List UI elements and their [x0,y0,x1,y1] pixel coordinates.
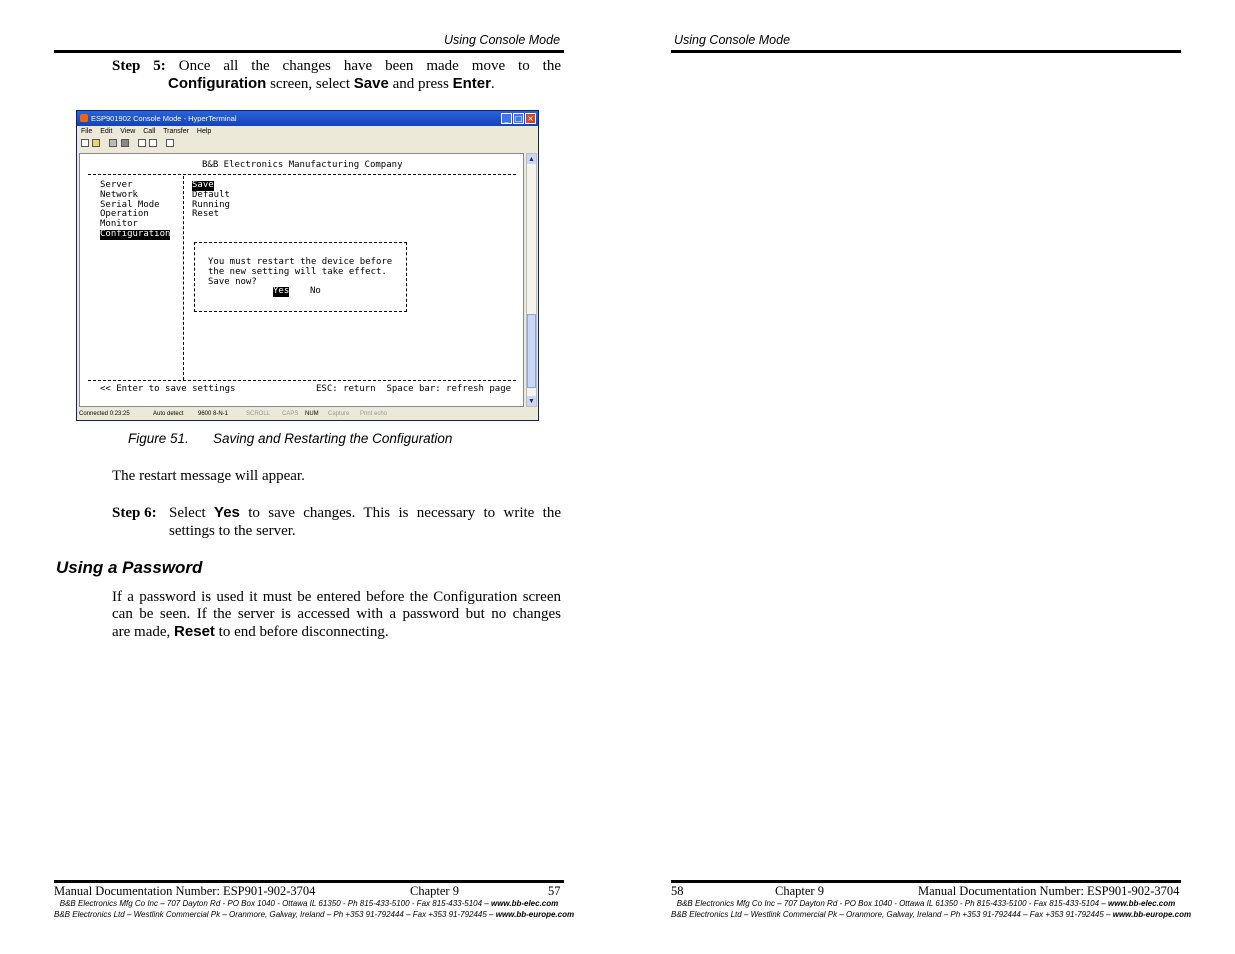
left-footer-chapter: Chapter 9 [410,884,459,898]
menu-server: Server [100,180,133,190]
maximize-icon[interactable]: □ [514,114,523,123]
scroll-thumb[interactable] [527,314,536,388]
step5-text-a: Once all the changes have been made move to the [178,58,561,74]
dialog-no: No [310,286,321,297]
password-text-b: to end before disconnecting. [214,624,389,640]
terminal-footer-left: << Enter to save settings [100,384,236,394]
status-scroll: SCROLL [246,411,271,417]
option-default: Default [192,189,230,200]
right-footer-page: 58 [671,884,684,898]
menu-help[interactable]: Help [196,128,212,135]
left-footer-us-web: www.bb-elec.com [490,899,559,908]
hyperterminal-icon [80,114,88,122]
status-capture: Capture [328,411,350,417]
right-footer-us-web: www.bb-elec.com [1107,899,1176,908]
left-footer-doc: Manual Documentation Number: ESP901-902-3704 [54,884,316,898]
step5-text-d: . [490,76,495,92]
figure-caption: Saving and Restarting the Configuration [213,431,453,446]
window-title: ESP901902 Console Mode - HyperTerminal [91,114,237,123]
step5-label: Step 5: [112,58,166,74]
left-footer-eu-web: www.bb-europe.com [495,910,575,919]
new-icon[interactable] [81,139,89,147]
scroll-down-icon[interactable]: ▼ [528,397,535,405]
right-header-rule [671,50,1181,53]
step5-text-c: and press [388,76,453,92]
step6-line1 [169,504,561,522]
restart-message: The restart message will appear. [112,468,305,484]
left-header-rule [54,50,564,53]
step5-save: Save [353,75,389,92]
figure-number: Figure 51. [128,431,189,446]
terminal-rule-bottom [88,380,516,381]
right-footer-eu-web: www.bb-europe.com [1112,910,1192,919]
step5-text-b: screen, select [266,76,354,92]
password-line2: can be seen. If the server is accessed with a password but no changes [112,606,561,622]
section-title: Using a Password [56,558,203,577]
toolbar [77,137,538,151]
menu-monitor: Monitor [100,219,138,230]
left-footer-us-text: B&B Electronics Mfg Co Inc – 707 Dayton Rd - PO Box 1040 - Ottawa IL 61350 - Ph 815-433-5100 - Fax 815-433-5104 – [59,899,491,908]
terminal-divider [183,176,184,380]
terminal-scrollbar[interactable] [526,153,537,407]
step5-enter: Enter [452,75,491,92]
right-footer-eu-text: B&B Electronics Ltd – Westlink Commercial Pk – Oranmore, Galway, Ireland – Ph +353 91-792444 – Fax +353 91-792445 – [671,910,1113,919]
menu-configuration: Configuration [100,229,171,239]
menu-edit[interactable]: Edit [100,128,113,135]
terminal-footer-right: ESC: return Space bar: refresh page [316,384,512,394]
window-titlebar [77,111,538,126]
left-footer-eu [54,910,575,919]
password-line1: If a password is used it must be entered before the Configuration screen [112,589,561,605]
step6-text-a: Select [169,505,215,521]
status-echo: Print echo [360,411,388,417]
step6-label: Step 6: [112,505,157,521]
step6-line2: settings to the server. [169,523,296,539]
left-footer-eu-text: B&B Electronics Ltd – Westlink Commercial Pk – Oranmore, Galway, Ireland – Ph +353 91-792444 – Fax +353 91-792445 – [54,910,496,919]
right-page-header: Using Console Mode [674,33,791,47]
status-num: NUM [305,411,319,417]
right-footer-chapter: Chapter 9 [775,884,824,898]
terminal-header: B&B Electronics Manufacturing Company [202,160,403,170]
menu-transfer[interactable]: Transfer [163,128,189,135]
dialog-line2: the new setting will take effect. [208,266,387,277]
menu-call[interactable]: Call [143,128,156,135]
scroll-up-icon[interactable]: ▲ [528,155,535,163]
step6-text-b: to save changes. This is necessary to write the [239,505,561,521]
disconnect-icon[interactable] [121,139,129,147]
password-text-a: are made, [112,624,175,640]
statusbar [77,408,538,420]
left-footer-rule [54,880,564,883]
password-reset: Reset [174,623,215,640]
left-footer-page: 57 [548,884,561,898]
status-detect: Auto detect [153,411,184,417]
step5-line2 [168,75,568,93]
status-settings: 9600 8-N-1 [198,411,229,417]
right-footer-doc: Manual Documentation Number: ESP901-902-3704 [918,884,1180,898]
left-page-header: Using Console Mode [444,33,561,47]
left-footer-us [54,899,564,908]
option-save: Save [192,180,214,190]
right-footer-rule [671,880,1181,883]
dialog-line3: Save now? [208,276,257,287]
menu-file[interactable]: File [81,128,93,135]
open-icon[interactable] [92,139,100,147]
step5-configuration: Configuration [168,75,267,92]
menubar [77,126,538,137]
connect-icon[interactable] [109,139,117,147]
minimize-icon[interactable]: _ [501,113,512,124]
receive-icon[interactable] [149,139,157,147]
right-footer-us [671,899,1181,908]
right-footer-us-text: B&B Electronics Mfg Co Inc – 707 Dayton Rd - PO Box 1040 - Ottawa IL 61350 - Ph 815-433-5100 - Fax 815-433-5104 – [676,899,1108,908]
hyperterminal-screenshot [76,110,539,421]
properties-icon[interactable] [166,139,174,147]
option-running: Running [192,199,230,210]
menu-network: Network [100,189,138,200]
status-connected: Connected 0:23:25 [79,411,130,417]
option-reset: Reset [192,209,220,220]
step6-yes: Yes [214,504,240,521]
right-footer-eu [671,910,1192,919]
menu-operation: Operation [100,209,149,220]
terminal-screen[interactable] [79,153,524,407]
password-line3 [112,623,389,641]
status-caps: CAPS [282,411,299,417]
menu-serial-mode: Serial Mode [100,199,160,210]
dialog-yes: Yes [273,286,290,297]
terminal-rule-top [88,174,516,175]
close-icon[interactable]: × [525,113,536,124]
dialog-line1: You must restart the device before [208,257,393,267]
menu-view[interactable]: View [120,128,136,135]
send-icon[interactable] [138,139,146,147]
step5-line1 [112,57,561,75]
